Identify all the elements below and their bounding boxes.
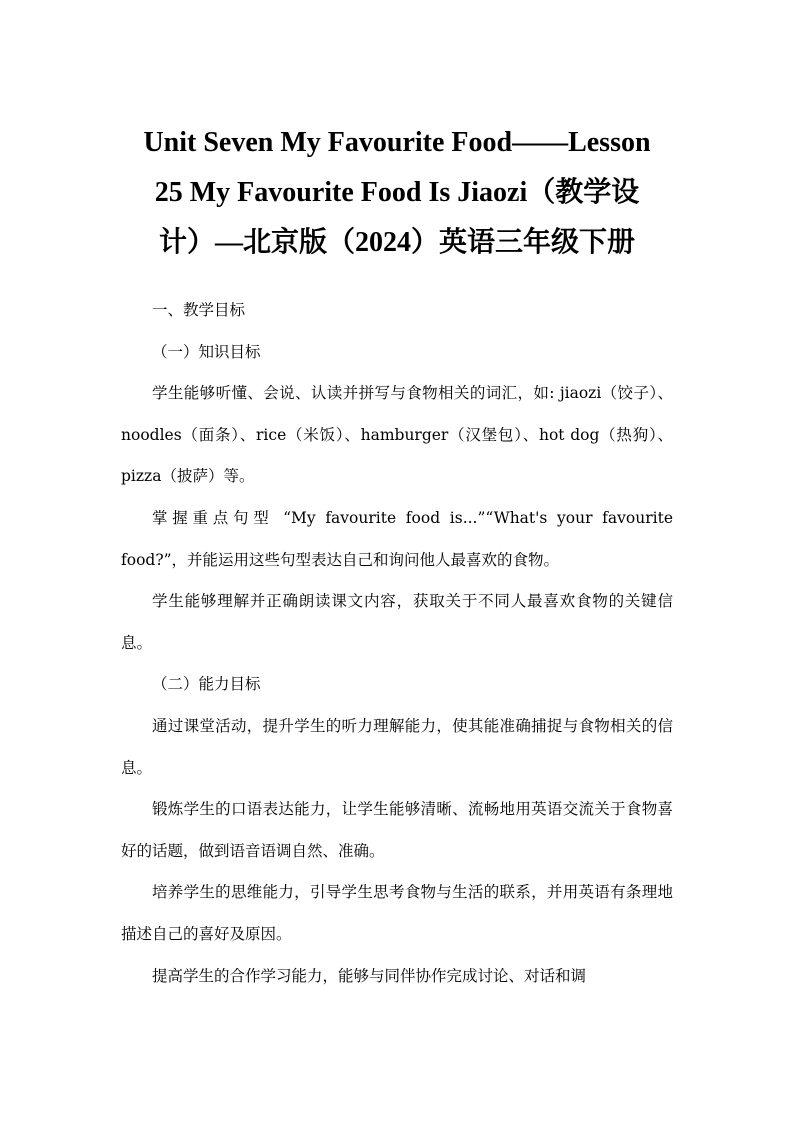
document-body <box>121 290 673 997</box>
section-heading-teaching-goals: 一、教学目标 <box>152 301 246 319</box>
subsection-heading-knowledge: （一）知识目标 <box>152 342 261 361</box>
subsection-heading-ability: （二）能力目标 <box>152 675 261 694</box>
paragraph-speaking: 锻炼学生的口语表达能力，让学生能够清晰、流畅地用英语交流关于食物喜好的话题，做到语音语调自然、准确。 <box>121 800 673 860</box>
paragraph-reading: 学生能够理解并正确朗读课文内容，获取关于不同人最喜欢食物的关键信息。 <box>121 592 673 652</box>
paragraph-thinking: 培养学生的思维能力，引导学生思考食物与生活的联系，并用英语有条理地描述自己的喜好及原因。 <box>121 883 673 943</box>
paragraph-sentence-patterns: 掌握重点句型 “My favourite food is...”“What's your favourite food?”，并能运用这些句型表达自己和询问他人最喜欢的食物。 <box>121 508 673 569</box>
paragraph-vocabulary: 学生能够听懂、会说、认读并拼写与食物相关的词汇，如: jiaozi（饺子）、noodles（面条）、rice（米饭）、hamburger（汉堡包）、hot dog（热狗）、pizza（披萨）等。 <box>121 384 673 486</box>
document-title <box>100 118 694 268</box>
paragraph-cooperation: 提高学生的合作学习能力，能够与同伴协作完成讨论、对话和调 <box>152 966 587 985</box>
title-line-1: Unit Seven My Favourite Food——Lesson <box>143 127 651 158</box>
title-line-3: 计）—北京版（2024）英语三年级下册 <box>158 227 635 258</box>
paragraph-listening: 通过课堂活动，提升学生的听力理解能力，使其能准确捕捉与食物相关的信息。 <box>121 716 673 777</box>
title-line-2: 25 My Favourite Food Is Jiaozi（教学设 <box>154 177 640 208</box>
